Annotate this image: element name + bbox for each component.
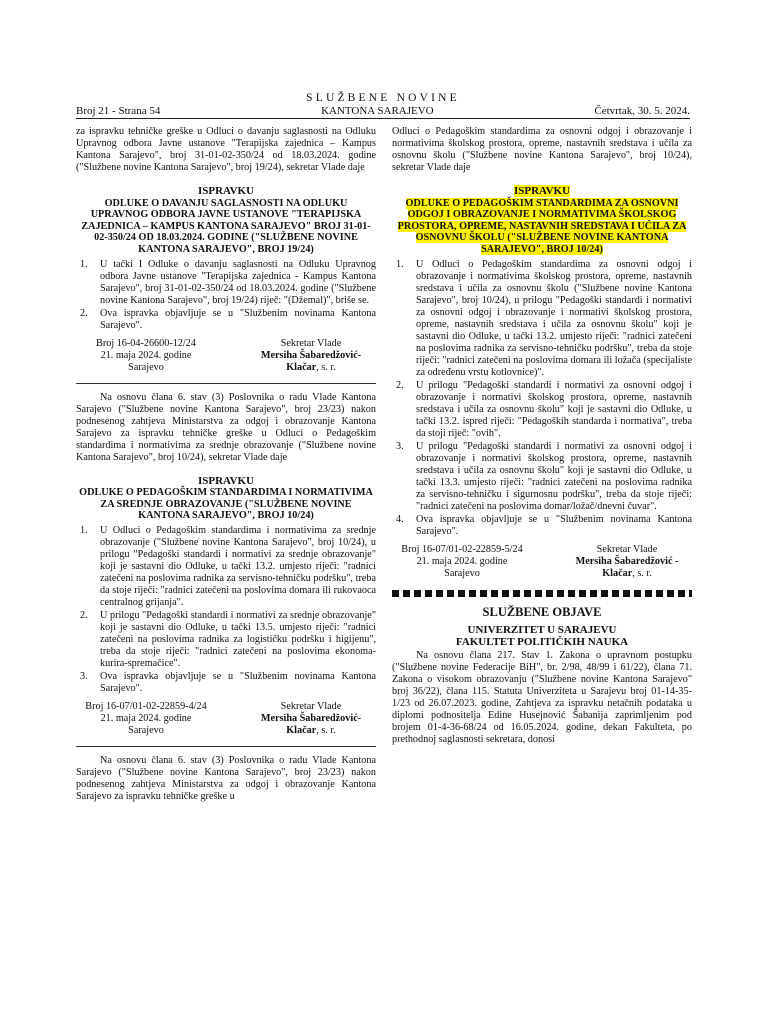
signer-role: Sekretar Vlade xyxy=(280,337,342,349)
right-column xyxy=(392,126,692,746)
correction-list-3 xyxy=(392,259,692,538)
list-item: 4. Ova ispravka objavljuje se u "Službenim novinama Kantona Sarajevo". xyxy=(396,513,692,537)
issue-number: Broj 21 - Strana 54 xyxy=(76,105,161,117)
heading-label: ISPRAVKU xyxy=(197,185,255,197)
list-item: 3. U prilogu "Pedagoški standardi i normativi za osnovni odgoj i obrazovanje i normativi školskog prostora, opreme, nastavnih sredstava i učila za osnovnu školu" koji je sastavni dio Odluke, u tački 13.3. umjesto riječi: "radnici zatečeni na poslovima radnika za servisno-tehničku i sigurnosnu podršku", treba da stoje riječi: "radnici zatečeni na poslovima domar/ložač/dnevni čuvar". xyxy=(396,440,692,512)
signature-block-3: Broj 16-07/01-02-22859-5/24 21. maja 2024. godine Sarajevo Sekretar Vlade Mersiha Šabaredžović -Klačar, s. r. xyxy=(392,544,692,580)
preamble-paragraph: Na osnovu člana 6. stav (3) Poslovnika o radu Vlade Kantona Sarajevo ("Službene novine Kantona Sarajevo", broj 23/23) nakon podnesenog zahtjeva Ministarstva za odgoj i obrazovanje Kantona Sarajevo za ispravku tehničke greške u xyxy=(76,754,376,802)
doc-number: Broj 16-07/01-02-22859-5/24 xyxy=(401,543,523,555)
list-item: 1. U Odluci o Pedagoškim standardima i normativima za srednje obrazovanje ("Službene novine Kantona Sarajevo", broj 10/24), u prilogu "Pedagoški standardi i normativi za srednje obrazovanje" koji je sastavni dio Odluke, u tački 13.2. umjesto riječi: "radnici zatečeni na poslovima radnika za servisno-tehničku podršku", treba da stoje riječi: "radnici zatečeni na poslovima domara ili rukovaoca centralnog grijanja". xyxy=(80,524,376,608)
faculty-name: FAKULTET POLITIČKIH NAUKA xyxy=(455,635,629,648)
correction-heading-1 xyxy=(76,186,376,256)
doc-place: Sarajevo xyxy=(444,567,480,579)
heading-title: ODLUKE O PEDAGOŠKIM STANDARDIMA I NORMATIVIMA ZA SREDNJE OBRAZOVANJE ("SLUŽBENE NOVINE KANTONA SARAJEVO", BROJ 10/24) xyxy=(79,487,373,522)
list-item: 2. Ova ispravka objavljuje se u "Službenim novinama Kantona Sarajevo". xyxy=(80,307,376,331)
left-column xyxy=(76,126,376,803)
intro-paragraph: za ispravku tehničke greške u Odluci o davanju saglasnosti na Odluku Upravnog odbora Javne ustanove "Terapijska zajednica – Kampus Kantona Sarajevo", broj 31-01-02-350/24 od 18.03.2024. godine ("Službene novine Kantona Sarajevo", broj 19/24), sekretar Vlade daje xyxy=(76,126,376,173)
preamble-paragraph: Na osnovu člana 6. stav (3) Poslovnika o radu Vlade Kantona Sarajevo ("Službene novine Kantona Sarajevo", broj 23/23) nakon podnesenog zahtjeva Ministarstva za odgoj i obrazovanje Kantona Sarajevo za ispravku tehničke greške u Odluci o Pedagoškim standardima i normativima za srednje obrazovanje ("Službene novine Kantona Sarajevo", broj 10/24), sekretar Vlade daje xyxy=(76,391,376,463)
doc-date: 21. maja 2024. godine xyxy=(100,712,192,724)
university-name: UNIVERZITET U SARAJEVU xyxy=(467,623,617,636)
doc-place: Sarajevo xyxy=(128,724,164,736)
doc-date: 21. maja 2024. godine xyxy=(100,349,192,361)
signature-block-1: Broj 16-04-26600-12/24 21. maja 2024. godine Sarajevo Sekretar Vlade Mersiha Šabaredžović-Klačar, s. r. xyxy=(76,338,376,374)
intro-paragraph: Odluci o Pedagoškim standardima za osnovni odgoj i obrazovanje i normativima školskog prostora, opreme, nastavnih sredstava i učila za osnovnu školu ("Službene novine Kantona Sarajevo", broj 10/24), sekretar Vlade daje xyxy=(392,126,692,173)
correction-heading-2 xyxy=(76,476,376,522)
signer-role: Sekretar Vlade xyxy=(596,543,658,555)
heading-title: ODLUKE O PEDAGOŠKIM STANDARDIMA ZA OSNOVNI ODGOJ I OBRAZOVANJE I NORMATIVIMA ŠKOLSKOG PROSTORA, OPREME, NASTAVNIH SREDSTAVA I UČILA ZA OSNOVNU ŠKOLU ("SLUŽBENE NOVINE KANTONA SARAJEVO", BROJ 10/24) xyxy=(397,197,687,255)
section-divider xyxy=(392,590,692,597)
university-heading xyxy=(392,624,692,648)
signer-role: Sekretar Vlade xyxy=(280,700,342,712)
list-item: 2. U prilogu "Pedagoški standardi i normativi za osnovni odgoj i obrazovanje i normativi školskog prostora, opreme, nastavnih sredstava i učila za osnovnu školu" koji je sastavni dio Odluke, u tački 13.2. ispred riječi: "Pedagoških standarda i normativa", treba da stoji riječ: "ovih". xyxy=(396,379,692,439)
list-item: 1. U tački I Odluke o davanju saglasnosti na Odluku Upravnog odbora Javne ustanove "Terapijska zajednica - Kampus Kantona Sarajevo", broj 31-01-02-350/24 od 18.03.2024. godine ("Službene novine Kantona Sarajevo", broj 19/24) riječ: "(Džemal)", briše se. xyxy=(80,258,376,306)
signer-name: Mersiha Šabaredžović -Klačar xyxy=(575,555,679,579)
issue-date: Četvrtak, 30. 5. 2024. xyxy=(594,105,690,117)
heading-label: ISPRAVKU xyxy=(513,185,571,197)
section-heading: SLUŽBENE OBJAVE xyxy=(482,604,602,619)
signer-name: Mersiha Šabaredžović-Klačar xyxy=(260,712,362,736)
gazette-subtitle: KANTONA SARAJEVO xyxy=(321,105,434,117)
decision-preamble: Na osnovu člana 217. Stav 1. Zakona o upravnom postupku ("Službene novine Federacije BiH", br. 2/98, 48/99 i 61/22), člana 71. Zakona o visokom obrazovanju ("Službene novine Kantona Sarajevo" broj 36/22), člana 115. Statuta Univerziteta u Sarajevu broj 01-14-35-1/23 od 26.07.2023. godine, Zahtjeva za ispravku netačnih podataka u diplomi podnositelja Edine Husejnović Šabanija zaprimljenim pod brojem 01-4-36-68/24 od 16.05.2024. godine, dekan Fakulteta, po prethodnoj saglasnosti sekretara, donosi xyxy=(392,649,692,745)
list-item: 1. U Odluci o Pedagoškim standardima za osnovni odgoj i obrazovanje i normativima školskog prostora, opreme, nastavnih sredstava i učila za osnovnu školu ("Službene novine Kantona Sarajevo", broj 10/24), u prilogu "Pedagoški standardi i normativi za osnovni odgoj i obrazovanje i normativi školskog prostora, opreme, nastavnih sredstava i učila za osnovnu školu" koji je sastavni dio Odluke, u tački 13.2. umjesto riječi: "radnici zatečeni na poslovima radnika za servisno-tehničku podršku", treba da stoje riječi: "radnici zatečeni na poslovima domara ili ložača (specijaliste za određenu vrstu kotlovnice)". xyxy=(396,258,692,378)
doc-date: 21. maja 2024. godine xyxy=(416,555,508,567)
list-item: 2. U prilogu "Pedagoški standardi i normativi za srednje obrazovanje" koji je sastavni dio Odluke, u tački 13.5. umjesto riječi: "radnici zatečeni na poslovima radnika za logističku podršku i higijenu", treba da stoje riječi: "radnici zatečeni na poslovima ekonoma-kurira-spremačice". xyxy=(80,609,376,669)
heading-label: ISPRAVKU xyxy=(197,474,255,487)
doc-place: Sarajevo xyxy=(128,361,164,373)
heading-title: ODLUKE O DAVANJU SAGLASNOSTI NA ODLUKU UPRAVNOG ODBORA JAVNE USTANOVE "TERAPIJSKA ZAJEDNICA – KAMPUS KANTONA SARAJEVO" BROJ 31-01-02-350/24 OD 18.03.2024. GODINE ("SLUŽBENE NOVINE KANTONA SARAJEVO", BROJ 19/24) xyxy=(81,197,371,255)
signer-name: Mersiha Šabaredžović-Klačar xyxy=(260,349,362,373)
page-header xyxy=(76,92,690,117)
list-item: 3. Ova ispravka objavljuje se u "Službenim novinama Kantona Sarajevo". xyxy=(80,670,376,694)
correction-list-1 xyxy=(76,259,376,332)
separator-rule xyxy=(76,383,376,384)
signature-block-2: Broj 16-07/01-02-22859-4/24 21. maja 2024. godine Sarajevo Sekretar Vlade Mersiha Šabaredžović-Klačar, s. r. xyxy=(76,701,376,737)
correction-heading-3 xyxy=(392,186,692,256)
separator-rule xyxy=(76,746,376,747)
header-rule xyxy=(76,118,690,119)
correction-list-2 xyxy=(76,525,376,695)
doc-number: Broj 16-07/01-02-22859-4/24 xyxy=(85,700,207,712)
gazette-title: SLUŽBENE NOVINE xyxy=(306,92,460,104)
doc-number: Broj 16-04-26600-12/24 xyxy=(96,337,196,349)
